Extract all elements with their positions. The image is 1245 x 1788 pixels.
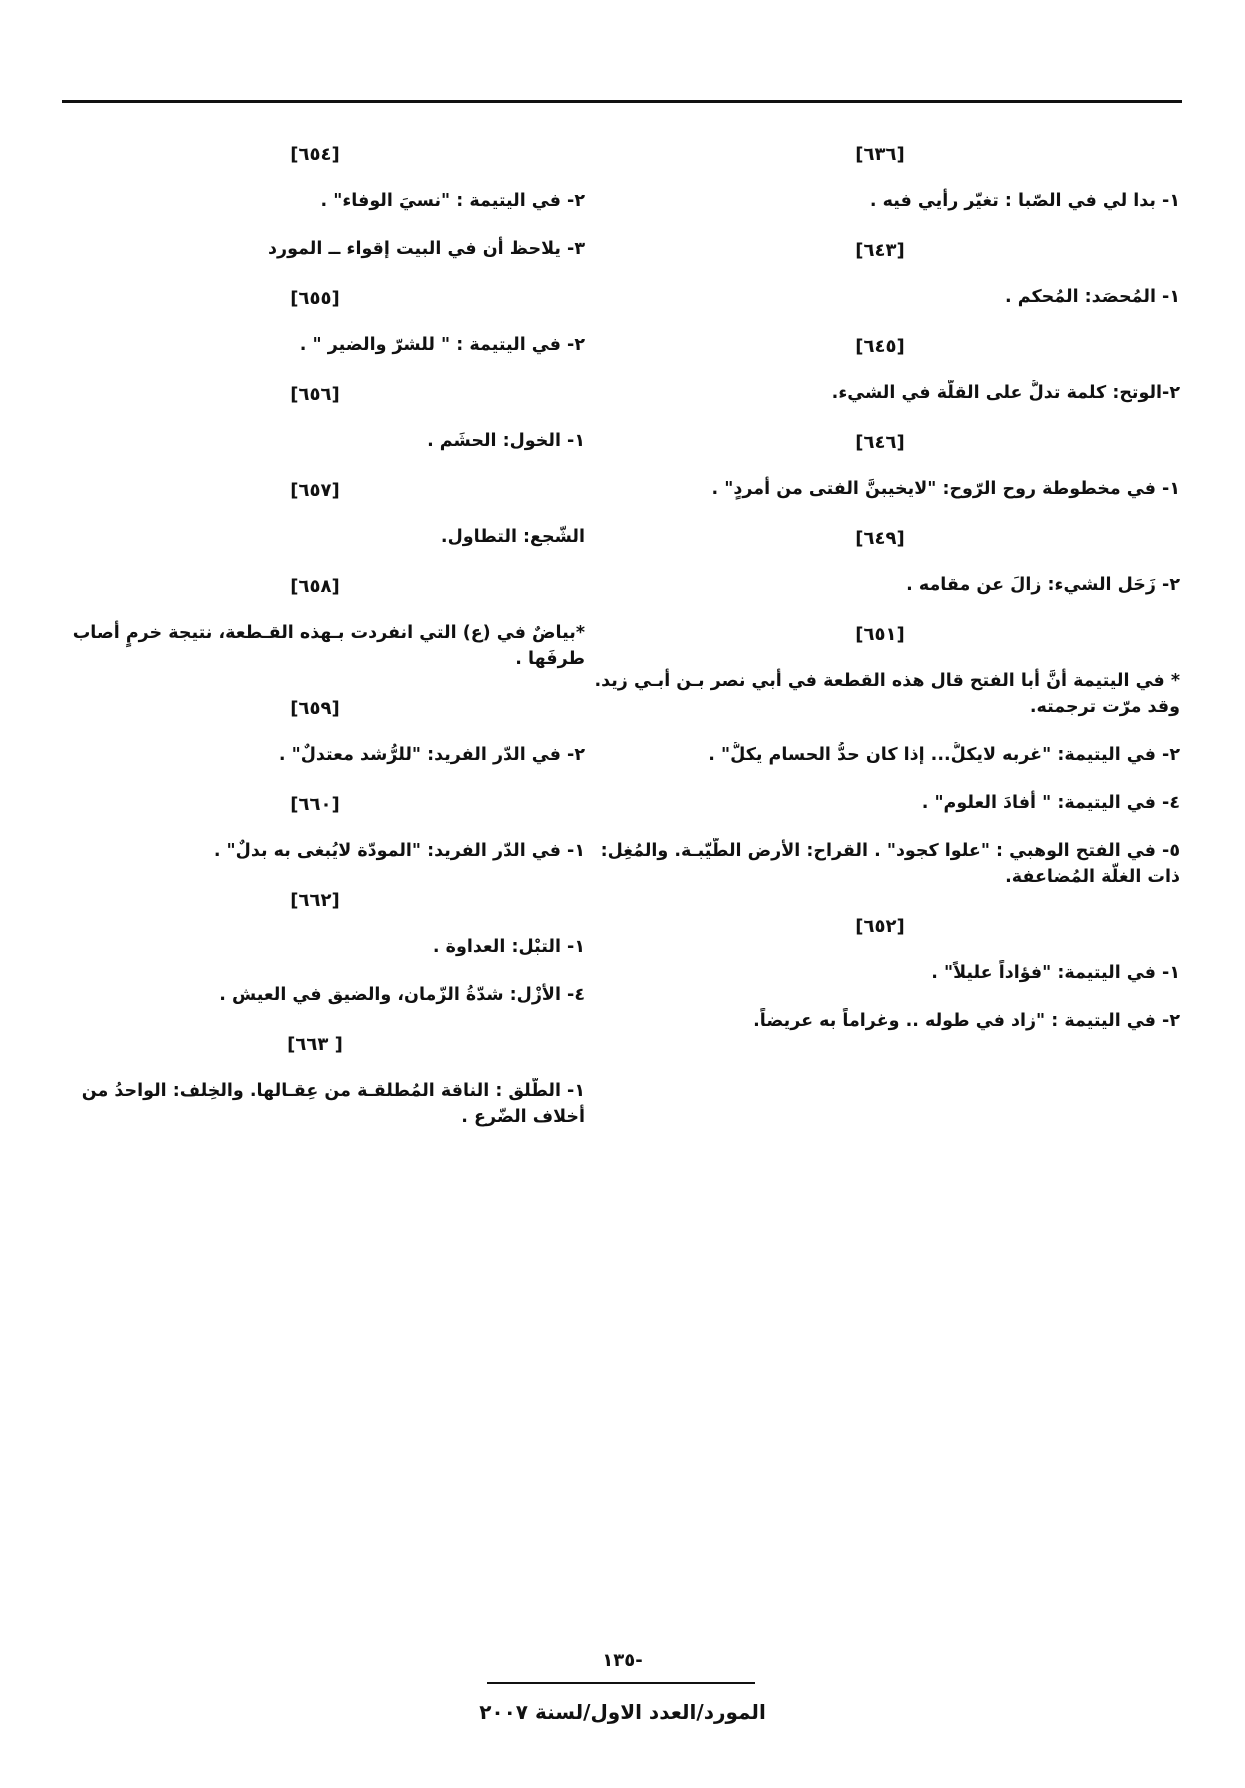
- note-number-text: [٦٥٤]: [290, 144, 340, 165]
- note-section: [45, 694, 585, 790]
- note-section: [45, 790, 585, 886]
- note-section: [580, 236, 1180, 332]
- top-rule: [62, 100, 1182, 103]
- journal-footer: المورد/العدد الاول/لسنة ٢٠٠٧: [479, 1700, 766, 1724]
- note-line: ٣- يلاحظ أن في البيت إقواء ــ المورد: [268, 239, 585, 259]
- note-number: [45, 284, 585, 332]
- note-section: [45, 284, 585, 380]
- note-line: ٢- في اليتيمة: "غربه لايكلُّ... إذا كان حدُّ الحسام يكلُّ" .: [708, 745, 1180, 765]
- note-number: [45, 140, 585, 188]
- note-number: [45, 694, 585, 742]
- note-section: [45, 1030, 585, 1152]
- note-line: ١- بدا لي في الصّبا : تغيّر رأيي فيه .: [869, 191, 1180, 211]
- note-line: * في اليتيمة أنَّ أبا الفتح قال هذه القطعة في أبي نصر بـن أبـي زيد. وقد مرّت ترجمته.: [594, 671, 1180, 717]
- note-number: [580, 236, 1180, 284]
- note-line: ٥- في الفتح الوهبي : "علوا كجود" . القراح: الأرض الطّيّبـة. والمُغِل: ذات الغلّة المُضاعفة.: [600, 841, 1180, 887]
- note-number: [580, 140, 1180, 188]
- footer-rule: [487, 1682, 755, 1684]
- note-line: ١- الطّلق : الناقة المُطلقـة من عِقـالها. والخِلف: الواحدُ من أخلاف الضّرع .: [81, 1081, 585, 1127]
- note-line: ١- في الدّر الفريد: "المودّة لايُبغى به بدلٌ" .: [213, 841, 585, 861]
- note-line: ٢- في اليتيمة : " للشرّ والضير " .: [299, 335, 585, 355]
- note-line: *بياضٌ في (ع) التي انفردت بـهذه القـطعة، نتيجة خرمٍ أصاب طرفَها .: [72, 623, 585, 669]
- note-number: [45, 886, 585, 934]
- note-number-text: [٦٣٦]: [855, 144, 905, 165]
- note-section: [580, 524, 1180, 620]
- page-number: -١٣٥: [602, 1650, 643, 1671]
- note-number-text: [ ٦٦٣]: [287, 1034, 343, 1055]
- note-number-text: [٦٥٥]: [290, 288, 340, 309]
- note-number: [580, 524, 1180, 572]
- note-line: ٢- في اليتيمة : "زاد في طوله .. وغراماً به عريضاً.: [753, 1011, 1180, 1031]
- note-line: ١- في اليتيمة: "فؤاداً عليلاً" .: [931, 963, 1180, 983]
- note-section: [580, 912, 1180, 1056]
- note-line: ٢- زَحَل الشيء: زالَ عن مقامه .: [906, 575, 1180, 595]
- note-number-text: [٦٥٦]: [290, 384, 340, 405]
- note-section: [45, 380, 585, 476]
- note-line: ١- الخول: الحشَم .: [427, 431, 585, 451]
- note-section: [45, 476, 585, 572]
- note-section: [45, 886, 585, 1030]
- note-number: [580, 428, 1180, 476]
- note-line: ١- في مخطوطة روح الرّوح: "لايخيبنَّ الفتى من أمردٍ" .: [711, 479, 1180, 499]
- note-number: [580, 912, 1180, 960]
- note-section: [45, 572, 585, 694]
- note-line: ٢-الوتح: كلمة تدلُّ على القلّة في الشيء.: [831, 383, 1180, 403]
- note-line: الشّجع: التطاول.: [440, 527, 585, 547]
- note-number-text: [٦٦٠]: [290, 794, 340, 815]
- note-number-text: [٦٤٦]: [855, 432, 905, 453]
- note-number: [45, 572, 585, 620]
- note-number-text: [٦٤٥]: [855, 336, 905, 357]
- note-section: [580, 140, 1180, 236]
- note-section: [580, 428, 1180, 524]
- note-number-text: [٦٥٧]: [290, 480, 340, 501]
- note-line: ١- المُحصَد: المُحكم .: [1005, 287, 1180, 307]
- notes-column-left: [45, 140, 585, 1152]
- note-number: [580, 332, 1180, 380]
- note-number: [45, 476, 585, 524]
- note-number-text: [٦٥٢]: [855, 916, 905, 937]
- note-line: ٢- في الدّر الفريد: "للرُّشد معتدلٌ" .: [278, 745, 585, 765]
- note-number: [580, 620, 1180, 668]
- note-number: [45, 380, 585, 428]
- note-number-text: [٦٥١]: [855, 624, 905, 645]
- note-number-text: [٦٥٩]: [290, 698, 340, 719]
- note-section: [580, 332, 1180, 428]
- note-section: [45, 140, 585, 284]
- note-section: [580, 620, 1180, 912]
- note-number: [45, 1030, 585, 1078]
- note-line: ٤- في اليتيمة: " أفادَ العلوم" .: [921, 793, 1180, 813]
- notes-column-right: [580, 140, 1180, 1056]
- note-line: ٢- في اليتيمة : "نسيَ الوفاء" .: [320, 191, 585, 211]
- note-number-text: [٦٥٨]: [290, 576, 340, 597]
- note-line: ٤- الأزْل: شدّةُ الزّمان، والضيق في العيش .: [219, 985, 585, 1005]
- note-number: [45, 790, 585, 838]
- note-number-text: [٦٤٣]: [855, 240, 905, 261]
- note-number-text: [٦٦٢]: [290, 890, 340, 911]
- note-line: ١- التبْل: العداوة .: [432, 937, 585, 957]
- note-number-text: [٦٤٩]: [855, 528, 905, 549]
